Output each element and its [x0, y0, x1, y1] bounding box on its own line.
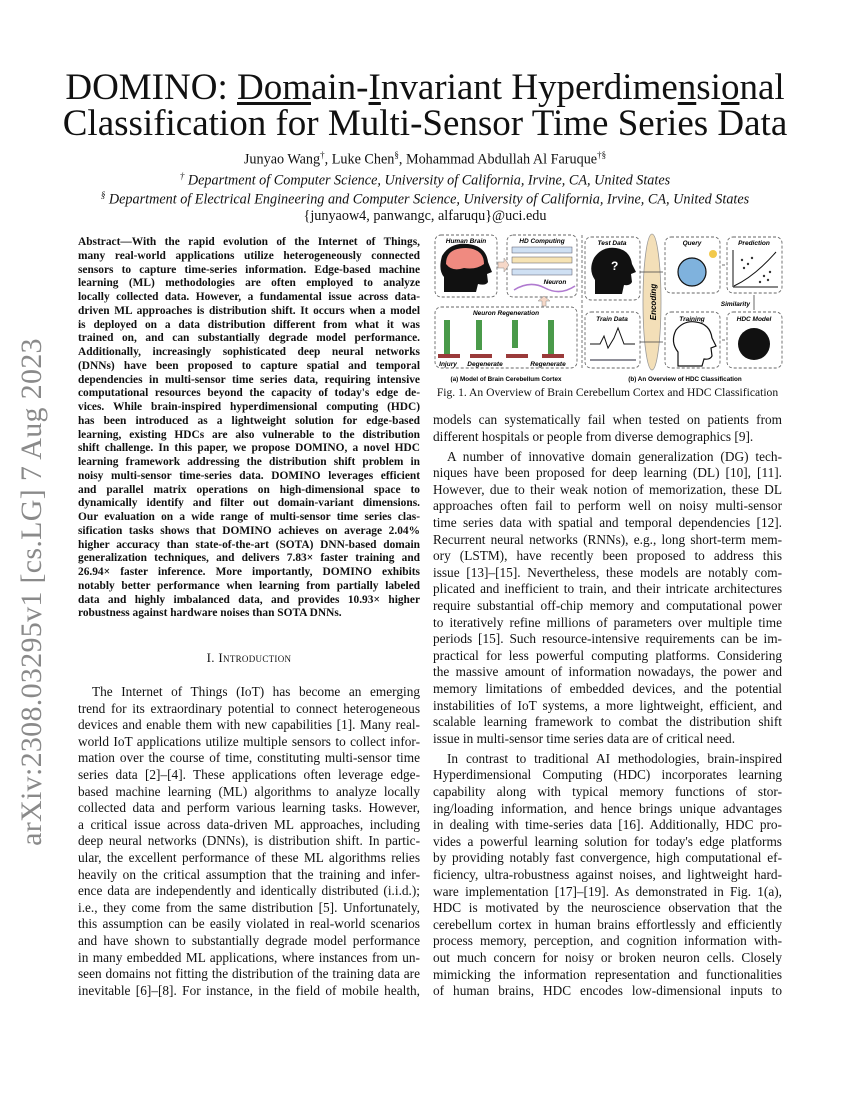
- prediction-label: Prediction: [738, 240, 770, 247]
- text-line: computational resources beyond the capacity of today's edge de-: [78, 387, 420, 400]
- text-line: a critical issue across data-driven ML approaches, including: [78, 816, 420, 832]
- text-line: mation over the course of time, constituting multi-sensor time: [78, 750, 420, 766]
- figure-1-caption: Fig. 1. An Overview of Brain Cerebellum Cortex and HDC Classification: [436, 386, 779, 399]
- title-part: DOMINO:: [65, 67, 237, 108]
- text-line: seen domains not fitting the distribution of the training data are: [78, 966, 420, 982]
- text-line: generalization techniques, and delivers 7.83× faster training and: [78, 552, 420, 565]
- text-line: niques have been proposed for deep learning (DL) [10], [11].: [433, 465, 782, 481]
- arrow-icon: [498, 258, 509, 272]
- waveform-icon: [590, 328, 635, 348]
- title-part: ain-: [310, 67, 369, 108]
- hypervector-icon: [512, 247, 572, 275]
- text-line: plicated and inefficient to train, and their intricate architectures: [433, 581, 782, 597]
- paper-title: [0, 67, 850, 144]
- scatter-plot-icon: [733, 250, 778, 287]
- affiliation-mark: †: [179, 171, 185, 181]
- human-brain-label: Human Brain: [445, 238, 487, 245]
- text-line: However, due to their weak notion of memorization, these DL: [433, 481, 782, 497]
- text-line: scalable learning framework to combat the distribution shift: [433, 714, 782, 730]
- text-line: memory limitations of embedded devices, and the potential: [433, 681, 782, 696]
- text-line: In contrast to traditional AI methodologies, brain-inspired: [447, 750, 782, 766]
- subfigure-a-caption: (a) Model of Brain Cerebellum Cortex: [450, 376, 562, 383]
- author-emails: {junyaow4, panwangc, alfaruqu}@uci.edu: [303, 208, 547, 224]
- text-line: trend for its extraordinary potential to connect heterogeneous: [78, 700, 420, 716]
- text-line: heavily on the critical assumption that the training and infer-: [78, 866, 420, 882]
- neuron-cells-icon: [438, 320, 564, 358]
- degenerate-label: Degenerate: [467, 361, 503, 368]
- text-line: learning, existing HDCs are also vulnerable to the distribution: [78, 428, 420, 441]
- text-line: dependencies in multi-sensor time series data, requiring intensive: [78, 373, 420, 386]
- text-line: deep neural networks (DNNs), is distribution shift. In partic-: [78, 833, 420, 849]
- title-part: nvariant Hyperdime: [380, 67, 678, 108]
- text-line: instabilities of IoT systems, a more lightweight, efficient, and: [433, 697, 782, 713]
- text-line: A number of innovative domain generalization (DG) tech-: [447, 448, 782, 464]
- author-name: , Mohammad Abdullah Al Faruque: [398, 151, 598, 168]
- text-line: sensors to capture time-series information. Edge-based machine: [78, 263, 420, 276]
- text-line: require substantial off-chip memory and computational power: [433, 598, 782, 614]
- text-line: locally collected data. However, a fundamental issue across data-: [78, 291, 420, 303]
- author-list: [0, 150, 850, 169]
- text-line: learning (ML) methodologies are often employed to analyze: [78, 277, 420, 290]
- text-line: dynamically identify and filter out domain-variant dimensions.: [78, 497, 420, 510]
- text-line: vides a powerful learning solution for today's edge platforms: [433, 833, 782, 849]
- text-line: periods [15]. Such resource-intensive requirements can be im-: [433, 631, 782, 647]
- author-name: Junyao Wang: [243, 151, 321, 168]
- query-label: Query: [682, 240, 702, 247]
- text-line: i.e., they come from the same distribution [5]. Unfortunately,: [78, 899, 420, 915]
- text-line: ing/loading information, and hence brings unique advantages: [433, 800, 782, 816]
- text-line: capability along with typical memory functions of stor-: [433, 784, 782, 800]
- text-line: HDC is motivated by the neuroscience observation that the: [433, 900, 782, 916]
- text-line: driven ML approaches is distribution shift. It occurs when a model: [78, 304, 420, 317]
- text-line: shift challenge. In this paper, we propose DOMINO, a novel HDC: [78, 442, 420, 455]
- text-line: Recurrent neural networks (RNNs), e.g., long short-term mem-: [433, 531, 782, 547]
- text-line: inevitable [6]–[8]. For instance, in the field of mobile health,: [78, 982, 420, 998]
- figure-1-diagram: [430, 232, 786, 384]
- affiliation-mark: §: [394, 150, 399, 160]
- text-line: the massive amount of information nowadays, the power and: [433, 664, 782, 680]
- abstract: [78, 236, 420, 621]
- text-line: notably better performance when learning from partially labeled: [78, 579, 420, 592]
- lightbulb-icon: [709, 250, 717, 258]
- text-line: many real-world applications utilize heterogeneously connected: [78, 249, 420, 262]
- text-line: in many embedded ML applications, where instances from un-: [78, 949, 420, 965]
- affiliation-mark: †: [320, 150, 325, 160]
- text-line: practical for less powerful computing platforms. Considering: [433, 647, 782, 663]
- text-line: approaches often fail to perform well on noisy multi-sensor: [433, 498, 782, 514]
- text-line: devices and enable them with new capabilities [1]. Many real-: [78, 717, 420, 733]
- text-line: noisy multi-sensor time-series data. DOMINO leverages efficient: [78, 469, 420, 482]
- right-column-body: [433, 412, 782, 1000]
- text-line: and have shown to substantially degrade model performance: [78, 932, 420, 948]
- affiliation-2: [0, 190, 850, 209]
- title-underlined-part: I: [368, 67, 381, 108]
- title-part: nal: [739, 67, 785, 108]
- text-line: and parallel matrix operations on high-dimensional space to: [78, 483, 420, 496]
- title-line-1: [0, 67, 850, 108]
- similarity-label: Similarity: [720, 301, 750, 308]
- text-line: 26.94× faster inference. More importantly, DOMINO exhibits: [78, 566, 420, 578]
- arrow-icon: [538, 296, 550, 306]
- text-line: ory (LSTM), have recently been proposed to address this: [433, 548, 782, 564]
- text-line: collected data and perform various learning tasks. However,: [78, 800, 420, 816]
- affiliation-text: Department of Computer Science, University of California, Irvine, CA, United States: [184, 172, 671, 189]
- text-line: is deployed on a data distribution different from what it was: [78, 318, 420, 331]
- text-line: (DNNs) have been proposed to capture spatial and temporal: [78, 359, 420, 372]
- text-line: process memory, perception, and cognition information with-: [433, 933, 782, 949]
- text-line: out much concern for noisy or broken neuron cells. Closely: [433, 950, 782, 965]
- text-line: Our evaluation on a wide range of multi-sensor time series clas-: [78, 511, 420, 523]
- text-line: cerebellum cortex in human brains effortlessly and efficiently: [433, 916, 782, 932]
- text-line: mimicking the information representation and functionalities: [433, 966, 782, 982]
- text-line: this assumption can be easily violated in real-world scenarios: [78, 916, 420, 932]
- hd-computing-label: HD Computing: [519, 238, 565, 245]
- text-line: Abstract—With the rapid evolution of the Internet of Things,: [78, 236, 420, 248]
- text-line: based machine learning (ML) algorithms to analyze locally: [78, 783, 420, 799]
- text-line: Additionally, increasingly sophisticated deep neural networks: [78, 346, 420, 358]
- author-name: , Luke Chen: [324, 151, 395, 168]
- test-data-label: Test Data: [597, 240, 627, 247]
- regenerate-label: Regenerate: [530, 361, 566, 368]
- text-line: The Internet of Things (IoT) has become an emerging: [92, 684, 420, 699]
- hdc-model-label: HDC Model: [736, 316, 772, 323]
- hdc-model-icon: [738, 328, 770, 360]
- text-line: in dealing with time-series data [16]. Additionally, HDC pro-: [433, 817, 782, 833]
- affiliation-mark: §: [100, 190, 106, 200]
- text-line: ware implementation [17]–[19]. As demonstrated in Fig. 1(a),: [433, 883, 782, 899]
- training-head-icon: [673, 322, 716, 366]
- text-line: has been introduced as a lightweight solution for edge-based: [78, 414, 420, 427]
- injury-label: Injury: [439, 361, 457, 368]
- text-line: robustness against hardware noises than SOTA DNNs.: [78, 607, 342, 620]
- neuron-label: Neuron: [543, 279, 567, 286]
- section-heading-introduction: I. Introduction: [206, 650, 292, 665]
- text-line: data and highly imbalanced data, and provides 10.93× higher: [78, 593, 420, 606]
- text-line: series data [2]–[4]. These applications often leverage edge-: [78, 766, 420, 782]
- text-line: of human brains, HDC encodes low-dimensional inputs to: [433, 983, 782, 999]
- text-line: ular, the excellent performance of these ML algorithms relies: [78, 849, 420, 865]
- title-underlined-part: Dom: [236, 67, 311, 108]
- text-line: Hyperdimensional Computing (HDC) incorporates learning: [433, 767, 782, 783]
- title-underlined-part: n: [677, 67, 697, 108]
- subfigure-b-caption: (b) An Overview of HDC Classification: [628, 376, 742, 383]
- text-line: models can systematically fail when tested on patients from: [433, 412, 782, 427]
- text-line: ficiency, ultra-robustness against noises, and lightweight hard-: [433, 867, 782, 883]
- query-icon: [678, 258, 706, 286]
- neuron-regeneration-label: Neuron Regeneration: [472, 310, 540, 317]
- text-line: time series data with spatial and temporal dependencies [12].: [433, 515, 782, 531]
- title-underlined-part: o: [720, 67, 740, 108]
- left-column-body: [78, 684, 420, 999]
- text-line: sification tasks shows that DOMINO achieves on average 2.04%: [78, 524, 420, 537]
- text-line: different hospitals or people from diverse demographics [9].: [433, 428, 754, 444]
- text-line: to iteratively refine millions of parameters over multiple time: [433, 614, 782, 630]
- train-data-label: Train Data: [596, 316, 628, 323]
- text-line: world IoT applications utilize multiple sensors to collect infor-: [78, 733, 420, 749]
- text-line: learning framework addressing the distribution shift problem in: [78, 456, 420, 468]
- text-line: ence data are independently and identically distributed (i.i.d.);: [78, 883, 420, 899]
- text-line: vices. While brain-inspired hyperdimensional computing (HDC): [78, 401, 420, 413]
- affiliation-text: Department of Electrical Engineering and Computer Science, University of California, Irvine, CA, United States: [105, 191, 750, 208]
- text-line: issue in multi-sensor time series data are of critical need.: [433, 730, 736, 746]
- affiliation-mark: †§: [597, 150, 607, 160]
- text-line: issue [13]–[15]. Nevertheless, these models are notably com-: [433, 564, 782, 580]
- text-line: trained on, and can substantially degrade model performance.: [78, 332, 420, 345]
- title-part: si: [696, 67, 721, 108]
- text-line: higher accuracy than state-of-the-art (SOTA) DNN-based domain: [78, 538, 420, 551]
- question-mark-icon: ?: [611, 259, 619, 273]
- encoding-label: Encoding: [649, 283, 658, 321]
- title-line-2: Classification for Multi-Sensor Time Series Data: [62, 103, 788, 144]
- text-line: by providing notably fast convergence, high computational ef-: [433, 850, 782, 866]
- training-label: Training: [679, 316, 705, 323]
- affiliation-1: [0, 171, 850, 190]
- arxiv-identifier-stamp: arXiv:2308.03295v1 [cs.LG] 7 Aug 2023: [15, 338, 48, 846]
